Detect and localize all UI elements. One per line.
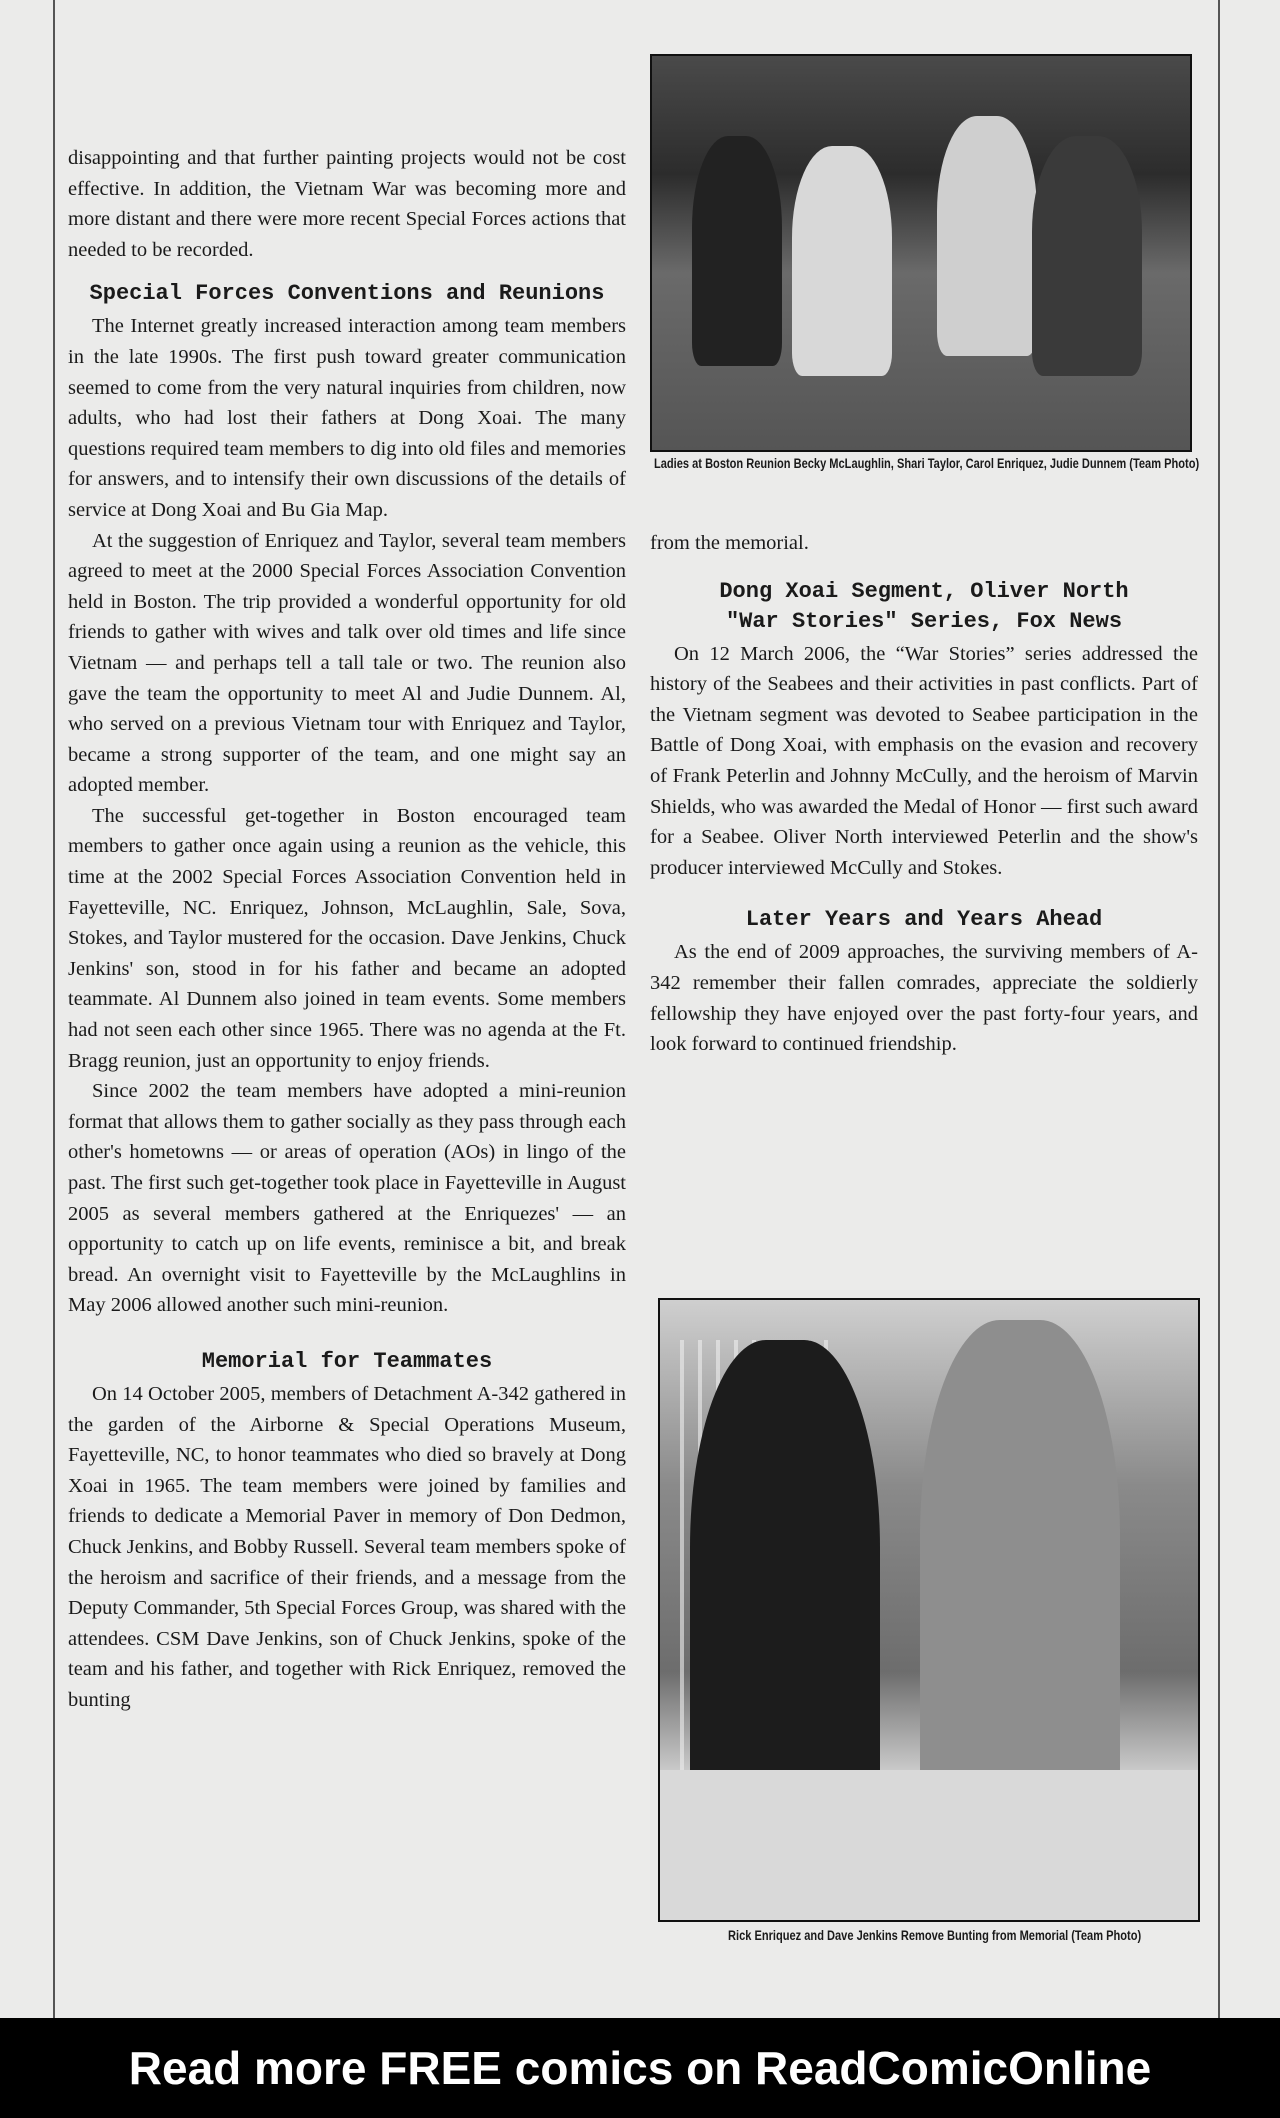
promo-banner[interactable]: Read more FREE comics on ReadComicOnline xyxy=(0,2018,1280,2118)
photo1-caption: Ladies at Boston Reunion Becky McLaughlin, Shari Taylor, Carol Enriquez, Judie Dunnem (Team Photo) xyxy=(654,456,1200,471)
heading-conventions: Special Forces Conventions and Reunions xyxy=(89,281,605,307)
paragraph-conventions-4: Since 2002 the team members have adopted a mini-reunion format that allows them to gather socially as they pass through each other's hometowns — or areas of operation (AOs) in lingo of the past. The first such get-together took place in Fayetteville in August 2005 as several members gathered at the Enriquezes' — an opportunity to catch up on life events, reminisce a bit, and break bread. An overnight visit to Fayetteville by the McLaughlins in May 2006 allowed another such mini-reunion. xyxy=(68,1080,626,1317)
left-margin-rule xyxy=(53,0,55,2018)
right-margin-rule xyxy=(1218,0,1220,2018)
photo-removing-bunting xyxy=(658,1298,1200,1922)
heading-memorial: Memorial for Teammates xyxy=(201,1348,493,1374)
paragraph-later-years: As the end of 2009 approaches, the surviving members of A-342 remember their fallen comrades, appreciate the soldierly fellowship they have enjoyed over the past forty-four years, and look forward to continued friendship. xyxy=(650,941,1198,1056)
photo-ladies-boston-reunion xyxy=(650,54,1192,452)
left-column xyxy=(68,143,626,1716)
right-column xyxy=(650,528,1198,1060)
paragraph-memorial: On 14 October 2005, members of Detachment A-342 gathered in the garden of the Airborne & Special Operations Museum, Fayetteville, NC, to honor teammates who died so bravely at Dong Xoai in 1965. The team members were joined by families and friends to dedicate a Memorial Paver in memory of Don Dedmon, Chuck Jenkins, and Bobby Russell. Several team members spoke of the heroism and sacrifice of their friends, and a message from the Deputy Commander, 5th Special Forces Group, was shared with the attendees. CSM Dave Jenkins, son of Chuck Jenkins, spoke of the team and his father, and together with Rick Enriquez, removed the bunting xyxy=(68,1382,626,1711)
paragraph-conventions-1: The Internet greatly increased interaction among team members in the late 1990s. The first push toward greater communication seemed to come from the very natural inquiries from children, now adults, who had lost their fathers at Dong Xoai. The many questions required team members to dig into old files and memories for answers, and to intensify their own discussions of the details of service at Dong Xoai and Bu Gia Map. xyxy=(68,315,626,521)
paragraph-continued: from the memorial. xyxy=(650,532,809,554)
heading-later-years: Later Years and Years Ahead xyxy=(745,907,1103,933)
paragraph-intro: disappointing and that further painting projects would not be cost effective. In addition, the Vietnam War was becoming more and more distant and there were more recent Special Forces actions that needed to be recorded. xyxy=(68,147,626,261)
heading-fox-news: Dong Xoai Segment, Oliver North "War Stories" Series, Fox News xyxy=(719,578,1129,634)
photo2-caption: Rick Enriquez and Dave Jenkins Remove Bunting from Memorial (Team Photo) xyxy=(728,1928,1142,1943)
paragraph-conventions-2: At the suggestion of Enriquez and Taylor, several team members agreed to meet at the 2000 Special Forces Association Convention held in Boston. The trip provided a wonderful opportunity for old friends to gather with wives and talk over old times and life since Vietnam — and perhaps tell a tall tale or two. The reunion also gave the team the opportunity to meet Al and Judie Dunnem. Al, who served on a previous Vietnam tour with Enriquez and Taylor, became a strong supporter of the team, and one might say an adopted member. xyxy=(68,529,626,797)
paragraph-fox-news: On 12 March 2006, the “War Stories” series addressed the history of the Seabees and their activities in past conflicts. Part of the Vietnam segment was devoted to Seabee participation in the Battle of Dong Xoai, with emphasis on the evasion and recovery of Frank Peterlin and Johnny McCully, and the heroism of Marvin Shields, who was awarded the Medal of Honor — first such award for a Seabee. Oliver North interviewed Peterlin and the show's producer interviewed McCully and Stokes. xyxy=(650,642,1198,879)
paragraph-conventions-3: The successful get-together in Boston encouraged team members to gather once again using a reunion as the vehicle, this time at the 2002 Special Forces Association Convention held in Fayetteville, NC. Enriquez, Johnson, McLaughlin, Sale, Sova, Stokes, and Taylor mustered for the occasion. Dave Jenkins, Chuck Jenkins' son, stood in for his father and became an adopted teammate. Al Dunnem also joined in team events. Some members had not seen each other since 1965. There was no agenda at the Ft. Bragg reunion, just an opportunity to enjoy friends. xyxy=(68,804,626,1072)
